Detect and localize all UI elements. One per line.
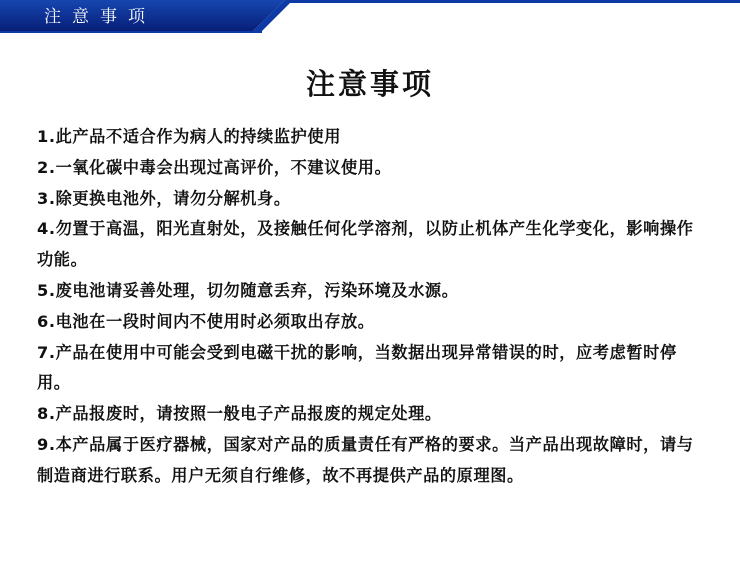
header-banner [0, 0, 740, 34]
note-item-4: 4.勿置于高温，阳光直射处，及接触任何化学溶剂，以防止机体产生化学变化，影响操作功能。 [37, 219, 694, 270]
note-item-9: 9.本产品属于医疗器械，国家对产品的质量责任有严格的要求。当产品出现故障时，请与制造商进行联系。用户无须自行维修，故不再提供产品的原理图。 [37, 434, 694, 485]
note-item-6: 6.电池在一段时间内不使用时必须取出存放。 [37, 311, 375, 331]
note-item-3: 3.除更换电池外，请勿分解机身。 [37, 188, 291, 208]
page-title: 注意事项 [305, 67, 434, 101]
notes-list [37, 122, 709, 492]
header-label: 注意事项 [44, 7, 156, 27]
note-item-5: 5.废电池请妥善处理，切勿随意丢弃，污染环境及水源。 [37, 280, 459, 300]
note-item-7: 7.产品在使用中可能会受到电磁干扰的影响，当数据出现异常错误的时，应考虑暂时停用。 [37, 342, 677, 393]
note-item-1: 1.此产品不适合作为病人的持续监护使用 [37, 127, 341, 146]
note-item-2: 2.一氧化碳中毒会出现过高评价，不建议使用。 [37, 157, 392, 177]
note-item-8: 8.产品报废时，请按照一般电子产品报废的规定处理。 [37, 404, 442, 424]
